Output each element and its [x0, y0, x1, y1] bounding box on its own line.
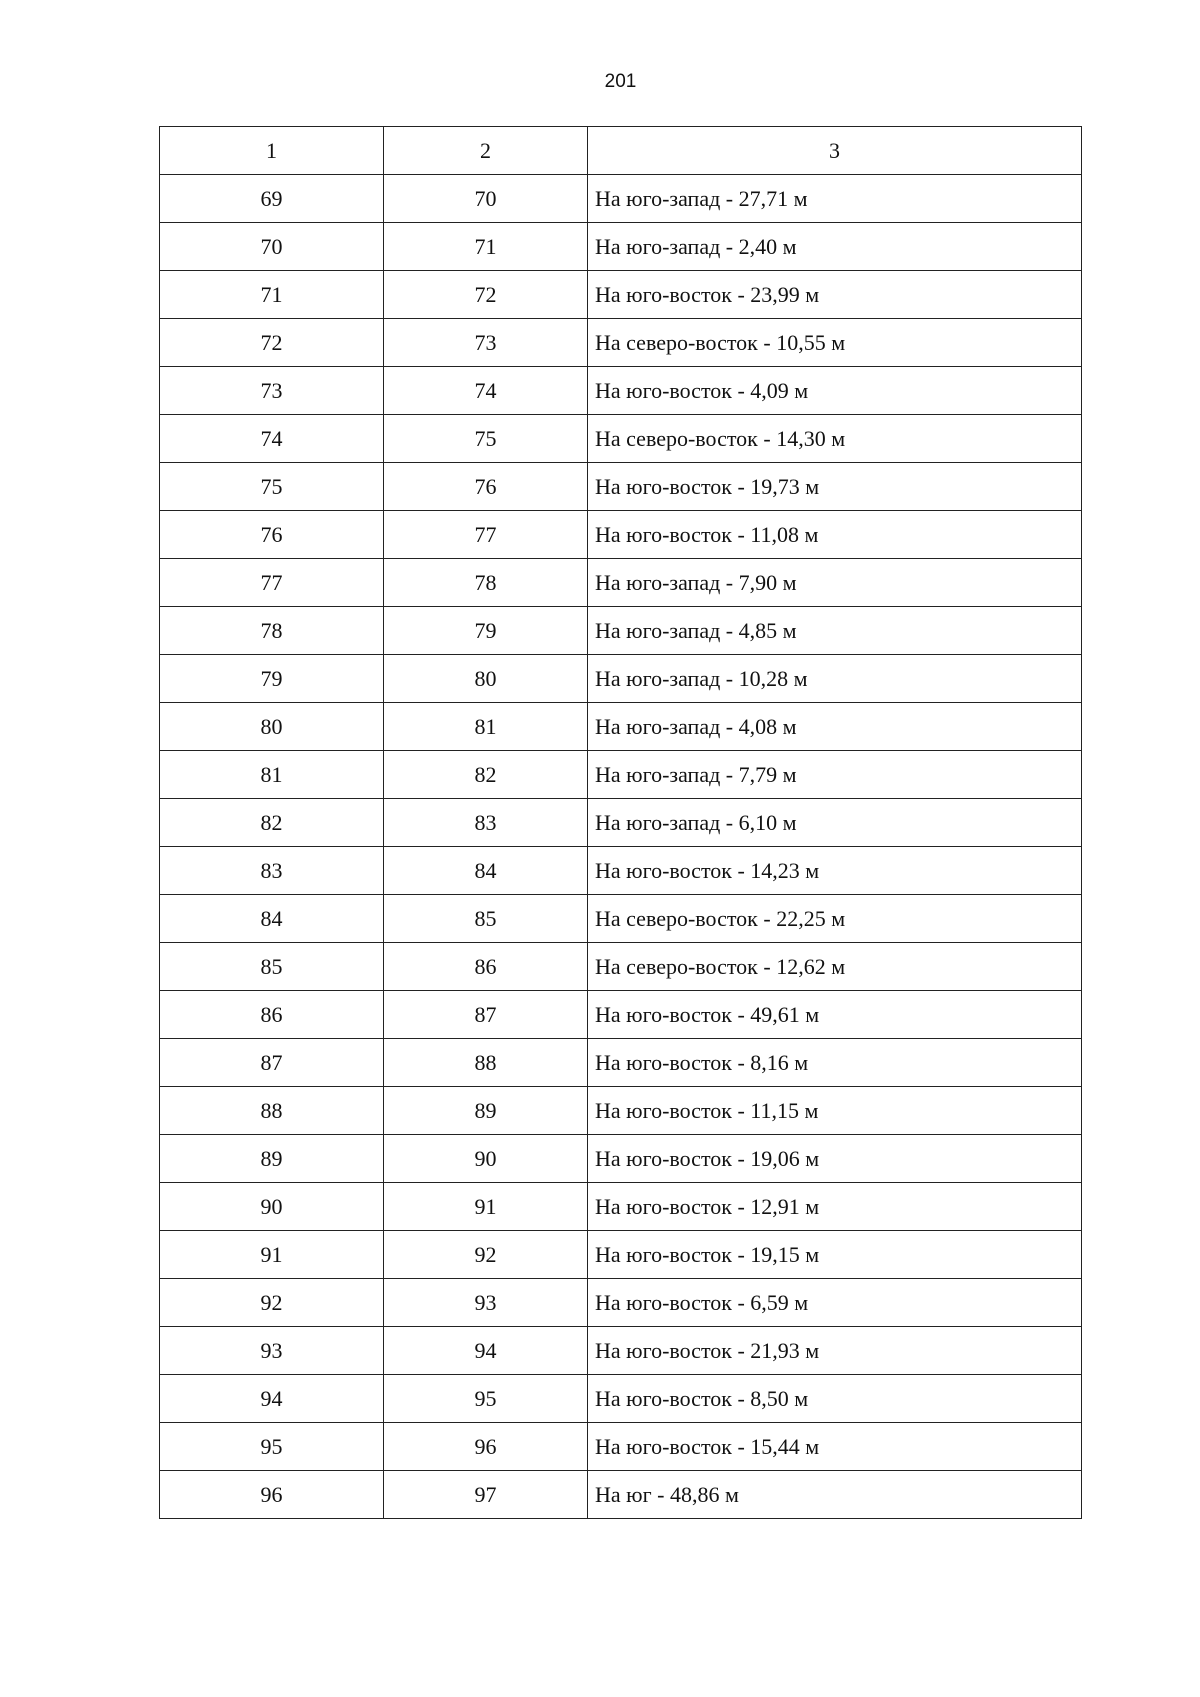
from-point-cell: 82: [160, 799, 384, 847]
table-row: [160, 1087, 1082, 1135]
direction-distance-cell: На юго-восток - 21,93 м: [588, 1327, 1082, 1375]
from-point-cell: 84: [160, 895, 384, 943]
to-point-cell: 79: [384, 607, 588, 655]
to-point-cell: 71: [384, 223, 588, 271]
from-point-cell: 73: [160, 367, 384, 415]
direction-distance-cell: На юг - 48,86 м: [588, 1471, 1082, 1519]
from-point-cell: 90: [160, 1183, 384, 1231]
table-row: [160, 1279, 1082, 1327]
table-row: [160, 895, 1082, 943]
table-row: [160, 559, 1082, 607]
from-point-cell: 92: [160, 1279, 384, 1327]
from-point-cell: 88: [160, 1087, 384, 1135]
route-table: [159, 126, 1082, 1519]
direction-distance-cell: На юго-восток - 11,15 м: [588, 1087, 1082, 1135]
from-point-cell: 71: [160, 271, 384, 319]
column-header-3: 3: [588, 127, 1082, 175]
table-row: [160, 223, 1082, 271]
direction-distance-cell: На юго-восток - 4,09 м: [588, 367, 1082, 415]
direction-distance-cell: На юго-восток - 19,73 м: [588, 463, 1082, 511]
table-row: [160, 1039, 1082, 1087]
direction-distance-cell: На юго-запад - 4,08 м: [588, 703, 1082, 751]
to-point-cell: 92: [384, 1231, 588, 1279]
to-point-cell: 81: [384, 703, 588, 751]
direction-distance-cell: На юго-восток - 11,08 м: [588, 511, 1082, 559]
from-point-cell: 86: [160, 991, 384, 1039]
to-point-cell: 85: [384, 895, 588, 943]
direction-distance-cell: На юго-запад - 27,71 м: [588, 175, 1082, 223]
direction-distance-cell: На юго-запад - 2,40 м: [588, 223, 1082, 271]
table-row: [160, 943, 1082, 991]
table-row: [160, 1423, 1082, 1471]
table-row: [160, 271, 1082, 319]
to-point-cell: 76: [384, 463, 588, 511]
from-point-cell: 74: [160, 415, 384, 463]
direction-distance-cell: На юго-восток - 12,91 м: [588, 1183, 1082, 1231]
from-point-cell: 91: [160, 1231, 384, 1279]
to-point-cell: 72: [384, 271, 588, 319]
table-header-row: [160, 127, 1082, 175]
direction-distance-cell: На юго-восток - 49,61 м: [588, 991, 1082, 1039]
from-point-cell: 87: [160, 1039, 384, 1087]
table-row: [160, 751, 1082, 799]
table-row: [160, 367, 1082, 415]
table-row: [160, 1375, 1082, 1423]
to-point-cell: 94: [384, 1327, 588, 1375]
table-row: [160, 1135, 1082, 1183]
from-point-cell: 85: [160, 943, 384, 991]
direction-distance-cell: На юго-восток - 19,15 м: [588, 1231, 1082, 1279]
to-point-cell: 86: [384, 943, 588, 991]
to-point-cell: 74: [384, 367, 588, 415]
to-point-cell: 97: [384, 1471, 588, 1519]
from-point-cell: 72: [160, 319, 384, 367]
direction-distance-cell: На северо-восток - 12,62 м: [588, 943, 1082, 991]
table-row: [160, 175, 1082, 223]
table-row: [160, 1183, 1082, 1231]
table-row: [160, 991, 1082, 1039]
direction-distance-cell: На северо-восток - 22,25 м: [588, 895, 1082, 943]
table-row: [160, 463, 1082, 511]
direction-distance-cell: На юго-восток - 8,50 м: [588, 1375, 1082, 1423]
to-point-cell: 90: [384, 1135, 588, 1183]
direction-distance-cell: На северо-восток - 14,30 м: [588, 415, 1082, 463]
table-row: [160, 703, 1082, 751]
from-point-cell: 76: [160, 511, 384, 559]
from-point-cell: 96: [160, 1471, 384, 1519]
table-row: [160, 799, 1082, 847]
from-point-cell: 70: [160, 223, 384, 271]
table-row: [160, 1327, 1082, 1375]
table-row: [160, 319, 1082, 367]
to-point-cell: 78: [384, 559, 588, 607]
from-point-cell: 83: [160, 847, 384, 895]
to-point-cell: 84: [384, 847, 588, 895]
to-point-cell: 87: [384, 991, 588, 1039]
direction-distance-cell: На северо-восток - 10,55 м: [588, 319, 1082, 367]
table-row: [160, 511, 1082, 559]
from-point-cell: 75: [160, 463, 384, 511]
from-point-cell: 77: [160, 559, 384, 607]
to-point-cell: 73: [384, 319, 588, 367]
direction-distance-cell: На юго-запад - 10,28 м: [588, 655, 1082, 703]
direction-distance-cell: На юго-запад - 4,85 м: [588, 607, 1082, 655]
direction-distance-cell: На юго-восток - 23,99 м: [588, 271, 1082, 319]
to-point-cell: 88: [384, 1039, 588, 1087]
from-point-cell: 69: [160, 175, 384, 223]
table-row: [160, 607, 1082, 655]
table-row: [160, 847, 1082, 895]
direction-distance-cell: На юго-запад - 6,10 м: [588, 799, 1082, 847]
from-point-cell: 95: [160, 1423, 384, 1471]
to-point-cell: 75: [384, 415, 588, 463]
direction-distance-cell: На юго-запад - 7,90 м: [588, 559, 1082, 607]
table-body: [160, 127, 1082, 1519]
from-point-cell: 78: [160, 607, 384, 655]
direction-distance-cell: На юго-восток - 6,59 м: [588, 1279, 1082, 1327]
to-point-cell: 96: [384, 1423, 588, 1471]
direction-distance-cell: На юго-запад - 7,79 м: [588, 751, 1082, 799]
to-point-cell: 80: [384, 655, 588, 703]
from-point-cell: 93: [160, 1327, 384, 1375]
to-point-cell: 77: [384, 511, 588, 559]
to-point-cell: 83: [384, 799, 588, 847]
table-row: [160, 1471, 1082, 1519]
to-point-cell: 93: [384, 1279, 588, 1327]
direction-distance-cell: На юго-восток - 8,16 м: [588, 1039, 1082, 1087]
to-point-cell: 95: [384, 1375, 588, 1423]
table-row: [160, 655, 1082, 703]
direction-distance-cell: На юго-восток - 14,23 м: [588, 847, 1082, 895]
from-point-cell: 79: [160, 655, 384, 703]
from-point-cell: 81: [160, 751, 384, 799]
page-number: 201: [604, 71, 637, 92]
from-point-cell: 94: [160, 1375, 384, 1423]
to-point-cell: 82: [384, 751, 588, 799]
from-point-cell: 80: [160, 703, 384, 751]
to-point-cell: 70: [384, 175, 588, 223]
to-point-cell: 91: [384, 1183, 588, 1231]
to-point-cell: 89: [384, 1087, 588, 1135]
column-header-2: 2: [384, 127, 588, 175]
table-row: [160, 1231, 1082, 1279]
column-header-1: 1: [160, 127, 384, 175]
direction-distance-cell: На юго-восток - 15,44 м: [588, 1423, 1082, 1471]
table-row: [160, 415, 1082, 463]
from-point-cell: 89: [160, 1135, 384, 1183]
direction-distance-cell: На юго-восток - 19,06 м: [588, 1135, 1082, 1183]
